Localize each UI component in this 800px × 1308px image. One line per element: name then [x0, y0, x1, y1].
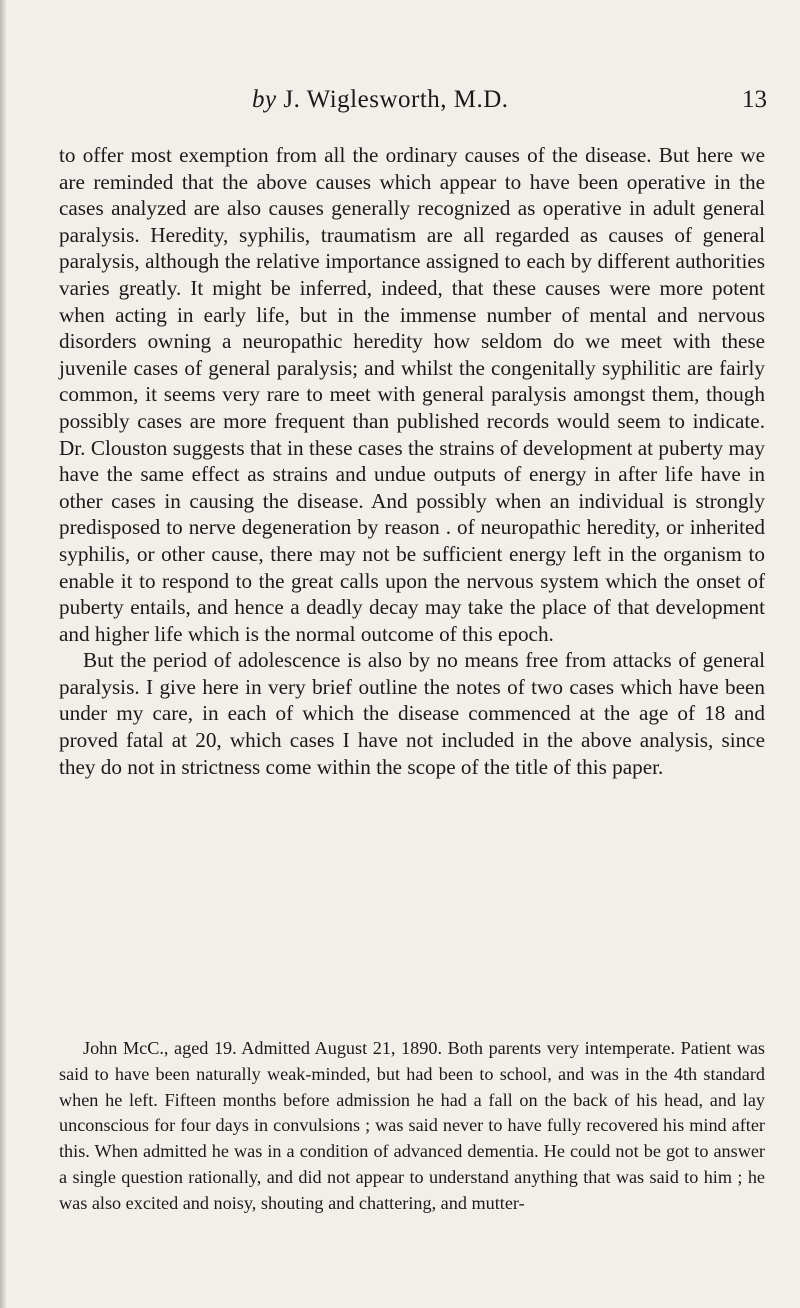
running-head	[252, 86, 712, 114]
case-note-text: John McC., aged 19. Admitted August 21, 1890. Both parents very intemperate. Patient was said to have been naturally weak-minded, but had been to school, and was in the 4th standard when he left. Fifteen months before admission he had a fall on the back of his head, and lay unconscious for four days in convulsions ; was said never to have fully recovered his mind after this. When admitted he was in a condition of advanced dementia. He could not be got to answer a single question rationally, and did not appear to understand anything that was said to him ; he was also excited and noisy, shouting and chattering, and mutter-	[59, 1038, 765, 1213]
running-head-by: by	[252, 86, 277, 113]
page-header	[0, 86, 800, 126]
page-number: 13	[742, 86, 767, 113]
paragraph-adolescence: But the period of adolescence is also by no means free from attacks of general paralysis. I give here in very brief outline the notes of two cases which have been under my care, in each of which the disease commenced at the age of 18 and proved fatal at 20, which cases I have not included in the above analysis, since they do not in strictness come within the scope of the title of this paper.	[59, 648, 765, 779]
body-text	[59, 142, 765, 780]
case-note	[59, 1036, 765, 1217]
page-left-edge	[0, 0, 6, 1308]
running-head-author: J. Wiglesworth, M.D.	[283, 86, 509, 113]
paragraph-continued: to offer most exemption from all the ordinary causes of the disease. But here we are reminded that the above causes which appear to have been operative in the cases analyzed are also causes generally recognized as operative in adult general paralysis. Heredity, syphilis, traumatism are all regarded as causes of general paralysis, although the relative importance assigned to each by different authorities varies greatly. It might be inferred, indeed, that these causes were more potent when acting in early life, but in the immense number of mental and nervous disorders owning a neuropathic heredity how seldom do we meet with these juvenile cases of general paralysis; and whilst the congenitally syphilitic are fairly common, it seems very rare to meet with general paralysis amongst them, though possibly cases are more frequent than published records would seem to indicate. Dr. Clouston suggests that in these cases the strains of development at puberty may have the same effect as strains and undue outputs of energy in after life have in other cases in causing the disease. And possibly when an individual is strongly predisposed to nerve degeneration by reason . of neuropathic heredity, or inherited syphilis, or other cause, there may not be sufficient energy left in the organism to enable it to respond to the great calls upon the nervous system which the onset of puberty entails, and hence a deadly decay may take the place of that development and higher life which is the normal outcome of this epoch.	[59, 143, 765, 646]
